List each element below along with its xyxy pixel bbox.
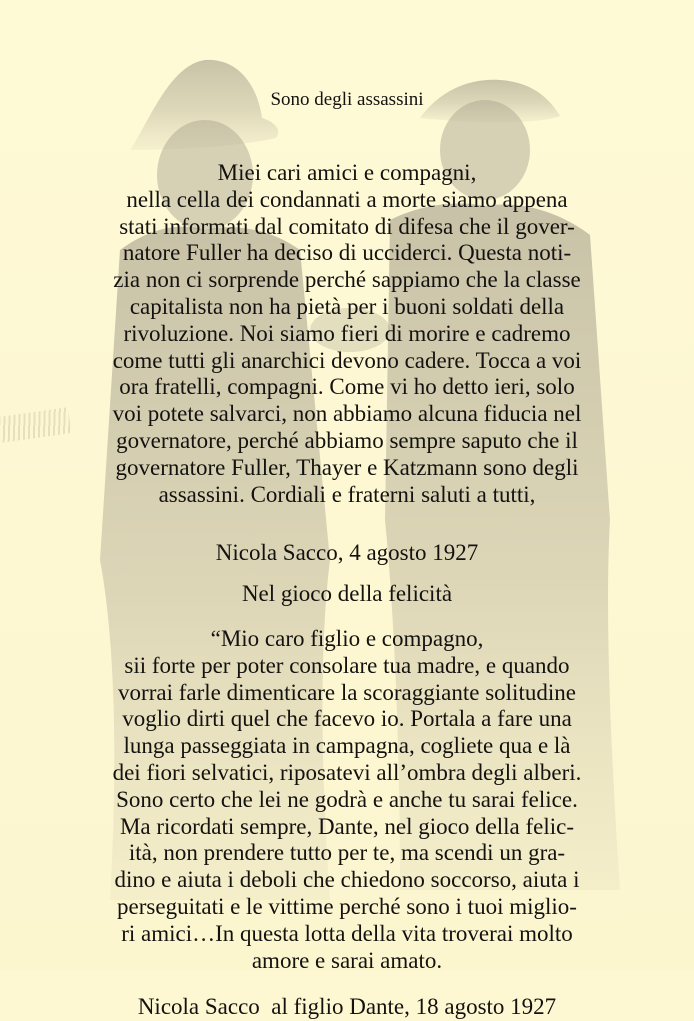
letter2-body [60,626,634,974]
letter2-line: Ma ricordati sempre, Dante, nel gioco della felic- [119,813,575,839]
letter1-line: natore Fuller ha deciso di ucciderci. Questa noti- [122,240,572,266]
letter2-line: lunga passeggiata in campagna, cogliete qua e là [123,733,571,759]
letter2-title: Nel gioco della felicità [241,581,453,607]
letter2-line: ri amici…In questa lotta della vita troverai molto [121,920,573,946]
letter1-line: come tutti gli anarchici devono cadere. Tocca a voi [112,347,582,373]
letter2-line: vorrai farle dimenticare la scoraggiante solitudine [118,679,576,705]
letter1-line: assassini. Cordiali e fraterni saluti a tutti, [158,481,536,507]
letter2-signature: Nicola Sacco al figlio Dante, 18 agosto 1927 [137,994,557,1020]
letter2-line: sii forte per poter consolare tua madre, e quando [124,652,570,678]
letter1-line: Miei cari amici e compagni, [217,160,477,185]
letter2-line: ità, non prendere tutto per te, ma scendi un gra- [128,840,566,866]
letter1-line: governatore Fuller, Thayer e Katzmann sono degli [115,454,579,480]
letter1-line: capitalista non ha pietà per i buoni soldati della [129,293,565,319]
letter2-line: “Mio caro figlio e compagno, [210,625,484,651]
letter1-signature: Nicola Sacco, 4 agosto 1927 [215,540,479,566]
letter1-line: nella cella dei condannati a morte siamo appena [126,186,568,212]
letter1-line: governatore, perché abbiamo sempre saputo che il [116,427,578,453]
letter2-line: dei fiori selvatici, riposatevi all’ombra degli alberi. [112,759,582,785]
letter1-line: zia non ci sorprende perché sappiamo che la classe [113,267,581,293]
letter1-line: voi potete salvarci, non abbiamo alcuna fiducia nel [112,401,582,427]
letter2-line: perseguitati e le vittime perché sono i tuoi miglio- [117,893,577,919]
letter2-line: dino e aiuta i deboli che chiedono soccorso, aiuta i [114,867,580,893]
letter1-line: ora fratelli, compagni. Come vi ho detto ieri, solo [119,374,575,400]
letters-text-block [60,88,634,1021]
letter1-body [60,160,634,508]
letter2-line: amore e sarai amato. [251,947,443,973]
letter2-line: Sono certo che lei ne godrà e anche tu sarai felice. [116,786,578,812]
letter1-line: stati informati dal comitato di difesa che il gover- [119,213,575,239]
letter1-line: rivoluzione. Noi siamo fieri di morire e cadremo [123,320,571,346]
letter2-line: voglio dirti quel che facevo io. Portala a fare una [122,706,572,732]
letter1-title: Sono degli assassini [270,89,424,110]
